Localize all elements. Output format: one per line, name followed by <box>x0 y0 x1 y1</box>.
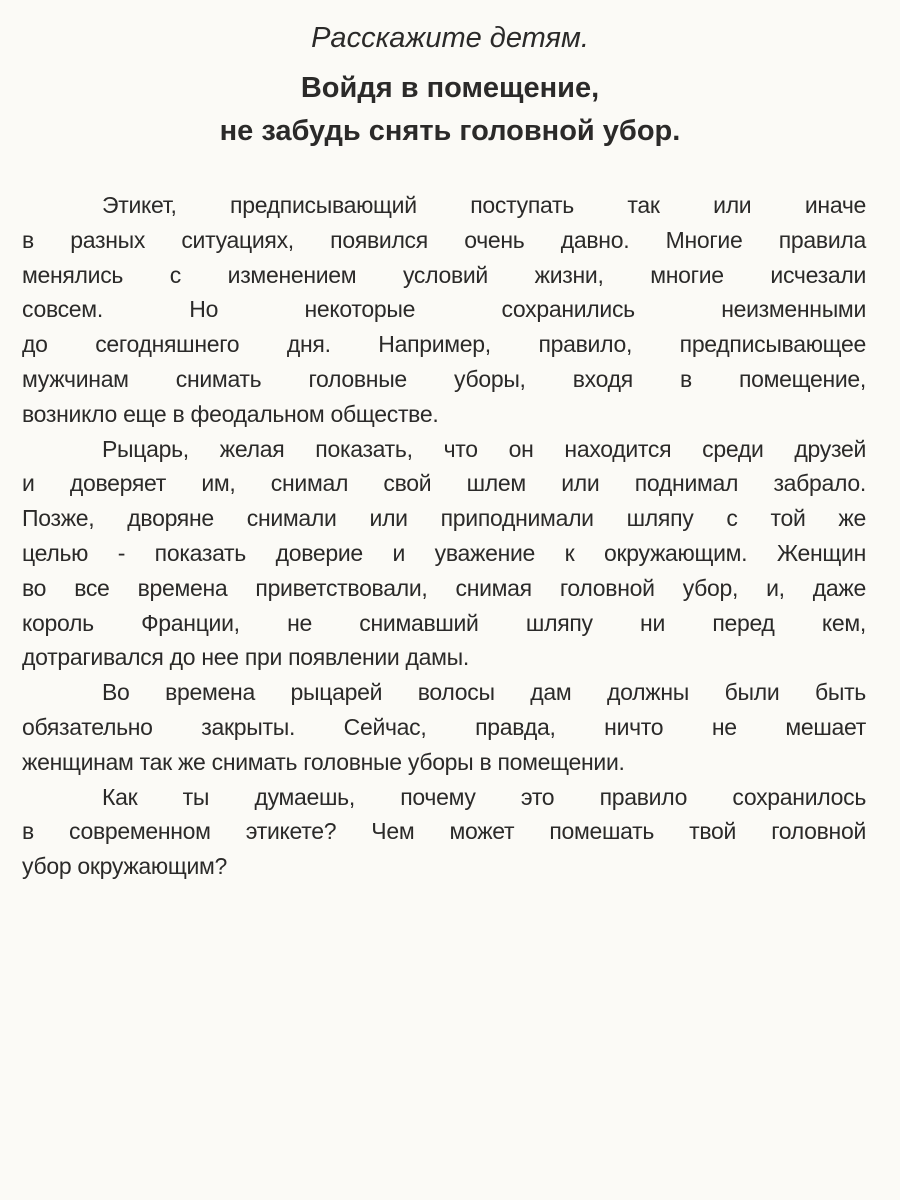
text-line: и доверяет им, снимал свой шлем или поднимал забрало. <box>22 470 866 497</box>
text-line: совсем. Но некоторые сохранились неизменными <box>22 296 866 323</box>
text-line: дотрагивался до нее при появлении дамы. <box>22 644 469 671</box>
text-line: убор окружающим? <box>22 853 228 880</box>
text-line: женщинам так же снимать головные уборы в помещении. <box>22 748 625 775</box>
text-line: менялись с изменением условий жизни, многие исчезали <box>22 261 866 288</box>
text-line: обязательно закрыты. Сейчас, правда, ничто не мешает <box>22 713 866 740</box>
paragraph <box>22 432 866 676</box>
text-line: Этикет, предписывающий поступать так или иначе <box>102 192 866 218</box>
text-line: в современном этикете? Чем может помешать твой головной <box>22 818 866 845</box>
text-line: Рыцарь, желая показать, что он находится среди друзей <box>102 435 866 462</box>
paragraph <box>22 675 866 779</box>
text-line: целью - показать доверие и уважение к окружающим. Женщин <box>22 539 866 566</box>
text-line: в разных ситуациях, появился очень давно. Многие правила <box>22 226 866 253</box>
subtitle: Расскажите детям. <box>311 22 589 54</box>
text-line: до сегодняшнего дня. Например, правило, предписывающее <box>22 331 866 358</box>
title-line-2: не забудь снять головной убор. <box>219 115 681 147</box>
text-line: возникло еще в феодальном обществе. <box>22 400 439 427</box>
text-line: Позже, дворяне снимали или приподнимали шляпу с той же <box>22 505 866 532</box>
text-line: король Франции, не снимавший шляпу ни перед кем, <box>22 609 866 636</box>
title-line-1: Войдя в помещение, <box>300 72 600 104</box>
text-line: Как ты думаешь, почему это правило сохранилось <box>102 783 866 810</box>
body-text <box>22 188 866 884</box>
paragraph <box>22 780 866 884</box>
text-line: мужчинам снимать головные уборы, входя в помещение, <box>22 365 866 392</box>
text-line: Во времена рыцарей волосы дам должны были быть <box>102 679 866 706</box>
text-line: во все времена приветствовали, снимая головной убор, и, даже <box>22 574 866 601</box>
paragraph <box>22 188 866 432</box>
